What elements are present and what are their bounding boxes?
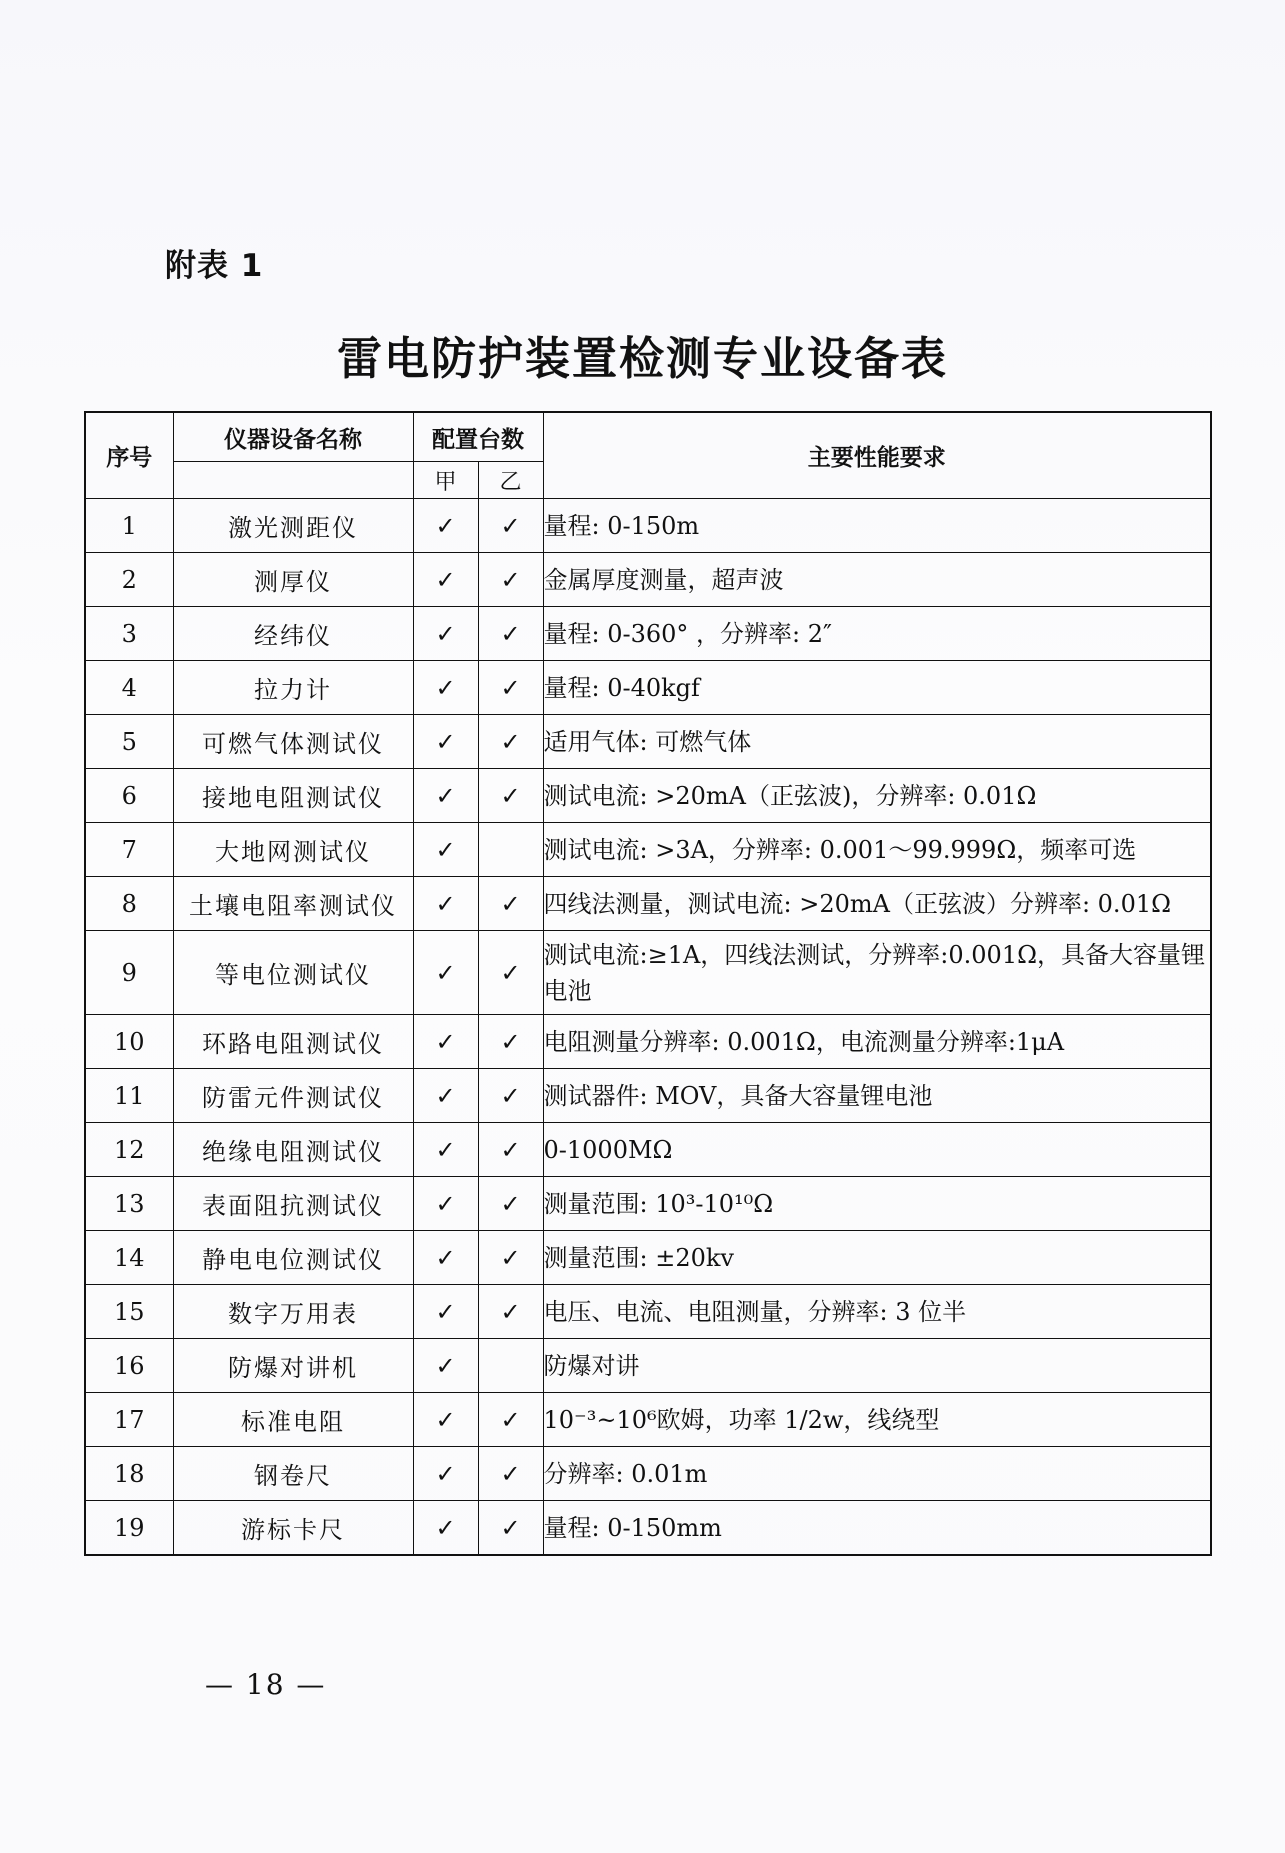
grade-a-mark: ✓ xyxy=(413,1285,478,1339)
row-number: 4 xyxy=(85,661,173,715)
grade-b-mark: ✓ xyxy=(478,1447,543,1501)
performance-requirement: 适用气体: 可燃气体 xyxy=(543,715,1211,769)
table-row xyxy=(85,769,1211,823)
table-row xyxy=(85,1069,1211,1123)
table-row xyxy=(85,715,1211,769)
row-number: 2 xyxy=(85,553,173,607)
equipment-name: 土壤电阻率测试仪 xyxy=(173,877,413,931)
performance-requirement: 量程: 0-150m xyxy=(543,499,1211,553)
equipment-name: 拉力计 xyxy=(173,661,413,715)
equipment-name: 可燃气体测试仪 xyxy=(173,715,413,769)
performance-requirement: 金属厚度测量，超声波 xyxy=(543,553,1211,607)
grade-a-mark: ✓ xyxy=(413,661,478,715)
grade-a-mark: ✓ xyxy=(413,1069,478,1123)
equipment-name: 游标卡尺 xyxy=(173,1501,413,1556)
table-row xyxy=(85,1123,1211,1177)
header-grade-b: 乙 xyxy=(478,462,543,499)
row-number: 8 xyxy=(85,877,173,931)
grade-a-mark: ✓ xyxy=(413,1501,478,1556)
performance-requirement: 测试器件: MOV，具备大容量锂电池 xyxy=(543,1069,1211,1123)
equipment-name: 激光测距仪 xyxy=(173,499,413,553)
grade-a-mark: ✓ xyxy=(413,1123,478,1177)
grade-b-mark: ✓ xyxy=(478,877,543,931)
grade-b-mark: ✓ xyxy=(478,1501,543,1556)
grade-b-mark: ✓ xyxy=(478,607,543,661)
grade-b-mark: ✓ xyxy=(478,1285,543,1339)
row-number: 3 xyxy=(85,607,173,661)
row-number: 11 xyxy=(85,1069,173,1123)
table-row xyxy=(85,1393,1211,1447)
grade-b-mark: ✓ xyxy=(478,1231,543,1285)
row-number: 15 xyxy=(85,1285,173,1339)
performance-requirement: 防爆对讲 xyxy=(543,1339,1211,1393)
grade-a-mark: ✓ xyxy=(413,931,478,1015)
grade-a-mark: ✓ xyxy=(413,769,478,823)
row-number: 9 xyxy=(85,931,173,1015)
grade-b-mark xyxy=(478,1339,543,1393)
table-row xyxy=(85,1339,1211,1393)
performance-requirement: 测量范围: 10³-10¹⁰Ω xyxy=(543,1177,1211,1231)
equipment-name: 标准电阻 xyxy=(173,1393,413,1447)
table-body xyxy=(85,499,1211,1556)
performance-requirement: 电阻测量分辨率: 0.001Ω，电流测量分辨率:1μA xyxy=(543,1015,1211,1069)
grade-a-mark: ✓ xyxy=(413,1177,478,1231)
row-number: 14 xyxy=(85,1231,173,1285)
grade-b-mark: ✓ xyxy=(478,1015,543,1069)
grade-b-mark xyxy=(478,823,543,877)
equipment-name: 接地电阻测试仪 xyxy=(173,769,413,823)
equipment-name: 数字万用表 xyxy=(173,1285,413,1339)
equipment-name: 防雷元件测试仪 xyxy=(173,1069,413,1123)
performance-requirement: 量程: 0-150mm xyxy=(543,1501,1211,1556)
equipment-table xyxy=(84,411,1212,1556)
header-requirements: 主要性能要求 xyxy=(543,412,1211,499)
grade-b-mark: ✓ xyxy=(478,1177,543,1231)
grade-b-mark: ✓ xyxy=(478,1069,543,1123)
equipment-name: 大地网测试仪 xyxy=(173,823,413,877)
grade-a-mark: ✓ xyxy=(413,823,478,877)
performance-requirement: 测试电流: >20mA（正弦波)，分辨率: 0.01Ω xyxy=(543,769,1211,823)
grade-a-mark: ✓ xyxy=(413,1447,478,1501)
performance-requirement: 量程: 0-40kgf xyxy=(543,661,1211,715)
equipment-name: 绝缘电阻测试仪 xyxy=(173,1123,413,1177)
header-no: 序号 xyxy=(85,412,173,499)
row-number: 1 xyxy=(85,499,173,553)
row-number: 12 xyxy=(85,1123,173,1177)
row-number: 16 xyxy=(85,1339,173,1393)
page-number: — 18 — xyxy=(205,1668,327,1701)
table-row xyxy=(85,1015,1211,1069)
equipment-name: 等电位测试仪 xyxy=(173,931,413,1015)
grade-b-mark: ✓ xyxy=(478,661,543,715)
header-name: 仪器设备名称 xyxy=(173,412,413,462)
row-number: 7 xyxy=(85,823,173,877)
row-number: 6 xyxy=(85,769,173,823)
grade-a-mark: ✓ xyxy=(413,1015,478,1069)
performance-requirement: 量程: 0-360° ，分辨率: 2″ xyxy=(543,607,1211,661)
equipment-name: 环路电阻测试仪 xyxy=(173,1015,413,1069)
grade-a-mark: ✓ xyxy=(413,877,478,931)
row-number: 18 xyxy=(85,1447,173,1501)
performance-requirement: 测试电流:≥1A，四线法测试，分辨率:0.001Ω，具备大容量锂电池 xyxy=(543,931,1211,1015)
table-row xyxy=(85,661,1211,715)
table-row xyxy=(85,877,1211,931)
grade-a-mark: ✓ xyxy=(413,1339,478,1393)
row-number: 5 xyxy=(85,715,173,769)
grade-b-mark: ✓ xyxy=(478,931,543,1015)
performance-requirement: 测试电流: >3A，分辨率: 0.001～99.999Ω，频率可选 xyxy=(543,823,1211,877)
row-number: 10 xyxy=(85,1015,173,1069)
table-row xyxy=(85,1285,1211,1339)
equipment-name: 测厚仪 xyxy=(173,553,413,607)
grade-a-mark: ✓ xyxy=(413,715,478,769)
header-config: 配置台数 xyxy=(413,412,543,462)
appendix-label: 附表 1 xyxy=(165,248,264,284)
performance-requirement: 10⁻³~10⁶欧姆，功率 1/2w，线绕型 xyxy=(543,1393,1211,1447)
performance-requirement: 0-1000MΩ xyxy=(543,1123,1211,1177)
grade-a-mark: ✓ xyxy=(413,499,478,553)
row-number: 17 xyxy=(85,1393,173,1447)
table-row xyxy=(85,607,1211,661)
performance-requirement: 电压、电流、电阻测量，分辨率: 3 位半 xyxy=(543,1285,1211,1339)
grade-a-mark: ✓ xyxy=(413,607,478,661)
document-title: 雷电防护装置检测专业设备表 xyxy=(336,332,948,385)
grade-b-mark: ✓ xyxy=(478,715,543,769)
performance-requirement: 测量范围: ±20kv xyxy=(543,1231,1211,1285)
grade-b-mark: ✓ xyxy=(478,1123,543,1177)
grade-b-mark: ✓ xyxy=(478,553,543,607)
grade-b-mark: ✓ xyxy=(478,499,543,553)
table-row xyxy=(85,823,1211,877)
performance-requirement: 四线法测量，测试电流: >20mA（正弦波）分辨率: 0.01Ω xyxy=(543,877,1211,931)
table-row xyxy=(85,931,1211,1015)
equipment-name: 经纬仪 xyxy=(173,607,413,661)
grade-a-mark: ✓ xyxy=(413,1231,478,1285)
table-row xyxy=(85,1231,1211,1285)
equipment-name: 静电电位测试仪 xyxy=(173,1231,413,1285)
grade-a-mark: ✓ xyxy=(413,1393,478,1447)
equipment-name: 表面阻抗测试仪 xyxy=(173,1177,413,1231)
table-row xyxy=(85,553,1211,607)
table-row xyxy=(85,1447,1211,1501)
equipment-name: 钢卷尺 xyxy=(173,1447,413,1501)
grade-b-mark: ✓ xyxy=(478,769,543,823)
table-row xyxy=(85,499,1211,553)
grade-a-mark: ✓ xyxy=(413,553,478,607)
header-name-blank xyxy=(173,462,413,499)
grade-b-mark: ✓ xyxy=(478,1393,543,1447)
row-number: 13 xyxy=(85,1177,173,1231)
equipment-name: 防爆对讲机 xyxy=(173,1339,413,1393)
row-number: 19 xyxy=(85,1501,173,1556)
table-row xyxy=(85,1177,1211,1231)
table-row xyxy=(85,1501,1211,1556)
header-grade-a: 甲 xyxy=(413,462,478,499)
performance-requirement: 分辨率: 0.01m xyxy=(543,1447,1211,1501)
